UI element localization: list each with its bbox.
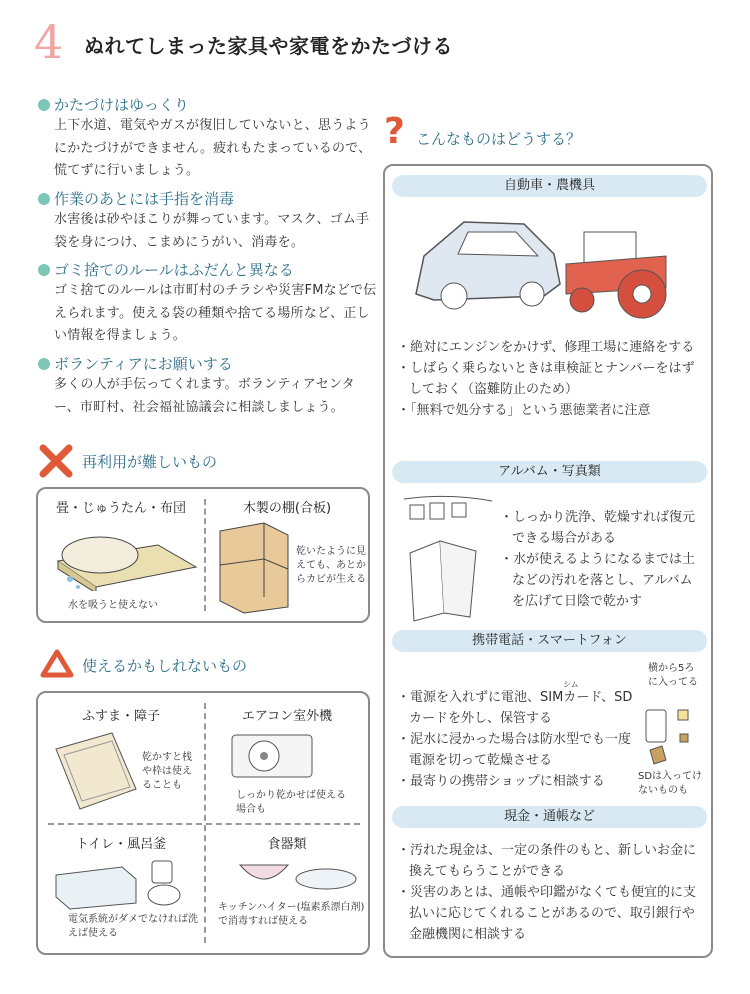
section-heading: ゴミ捨てのルールはふだんと異なる [54,261,294,279]
item-label: 食器類 [267,837,307,852]
section-body: 多くの人が手伝ってくれます。ボランティアセンター、市町村、社会福祉協議会に相談しましょう。 [54,377,355,415]
section-heading: 作業のあとには手指を消毒 [54,190,235,208]
qa-group-body [397,337,697,421]
qa-line: ・泥水に浸かった場合は防水型でも一度電源を切って乾燥させる [397,732,632,768]
ac-outdoor-unit-illustration [228,729,328,785]
qa-heading: こんなものはどうする？ [416,130,582,148]
handwritten-note: キッチンハイター(塩素系漂白剤)で消毒すれば使える [218,902,365,927]
qa-line: ・電源を入れずに電池、SIMカード、SDカードを外し、保管する [397,690,633,726]
section-body: 上下水道、電気やガスが復旧していないと、思うようにかたづけができません。疲れもたまっているので、慌てずに行いましょう。 [54,118,372,178]
maybe-box [36,691,370,955]
bullet-dot-icon [38,99,50,111]
item-label: 木製の棚(合板) [242,501,332,516]
qa-group-body [397,840,697,945]
hard-heading: 再利用が難しいもの [82,453,218,471]
qa-line: ・しっかり洗浄、乾燥すれば復元できる場合がある [500,510,696,546]
qa-group-title: 携帯電話・スマートフォン [392,630,707,652]
divider [48,823,360,825]
fusuma-illustration [52,729,142,815]
page-title: ぬれてしまった家具や家電をかたづける [84,34,453,58]
section-garbage-rules [38,260,378,348]
phone-illustration [640,706,700,766]
x-mark-icon [38,443,74,479]
qa-group-title: 自動車・農機具 [392,175,707,197]
bullet-dot-icon [38,358,50,370]
chapter-number: 4 [34,15,64,69]
album-photos-illustration [400,487,496,623]
triangle-mark-icon [40,648,74,678]
qa-group-body [397,687,633,792]
item-label: トイレ・風呂釜 [75,837,167,852]
qa-line: ・水が使えるようになるまでは土などの汚れを落とし、アルバムを広げて日陰で乾かす [500,552,696,609]
qa-group-title: アルバム・写真類 [392,461,707,483]
hard-box [36,487,370,623]
tatami-futon-illustration [48,521,198,591]
handwritten-note: 乾かすと桟や枠は使えることも [142,752,192,791]
section-heading: かたづけはゆっくり [54,96,189,114]
question-mark-icon: ? [384,111,405,152]
item-label: ふすま・障子 [81,709,160,724]
handwritten-note: 水を吸うと使えない [68,600,158,611]
qa-line: ・災害のあとは、通帳や印鑑がなくても便宜的に支払いに応じてくれることがあるので、取引銀行や金融機関に相談する [397,885,697,942]
qa-group-title: 現金・通帳など [392,806,707,828]
handwritten-note: 横から5ろに入ってる [648,663,698,688]
section-body: 水害後は砂やほこりが舞っています。マスク、ゴム手袋を身につけ、こまめにうがい、消毒を。 [54,212,370,250]
toilet-bath-illustration [52,853,202,913]
handwritten-note: 乾いたように見えても、あとからカビが生える [296,546,366,585]
qa-line: ・しばらく乗らないときは車検証とナンバーをはずしておく（盗難防止のため） [397,361,695,397]
qa-line: ・絶対にエンジンをかけず、修理工場に連絡をする [397,340,695,355]
section-body: ゴミ捨てのルールは市町村のチラシや災害FMなどで伝えられます。使える袋の種類や捨てる場所など、正しい情報を得ましょう。 [54,283,377,343]
section-slow-cleanup [38,95,378,183]
handwritten-note: SDは入ってけないものも [638,771,703,796]
item-label: エアコン室外機 [241,709,333,724]
dishes-illustration [234,853,364,899]
bullet-dot-icon [38,264,50,276]
section-volunteer [38,354,378,419]
bullet-dot-icon [38,193,50,205]
handwritten-note: 電気系統がダメでなければ洗えば使える [68,914,198,939]
maybe-heading: 使えるかもしれないもの [82,657,248,675]
handwritten-note: しっかり乾かせば使える場合も [236,790,346,815]
qa-line: ・最寄りの携帯ショップに相談する [397,774,605,789]
car-tractor-illustration [404,204,674,324]
section-heading: ボランティアにお願いする [54,355,233,373]
sim-ruby: シム [563,680,579,689]
wooden-shelf-illustration [214,519,294,615]
section-disinfect [38,189,378,254]
item-label: 畳・じゅうたん・布団 [55,501,186,516]
qa-group-body [500,507,700,612]
qa-line: ・汚れた現金は、一定の条件のもと、新しいお金に換えてもらうことができる [397,843,697,879]
qa-line: ・「無料で処分する」という悪徳業者に注意 [397,403,651,418]
